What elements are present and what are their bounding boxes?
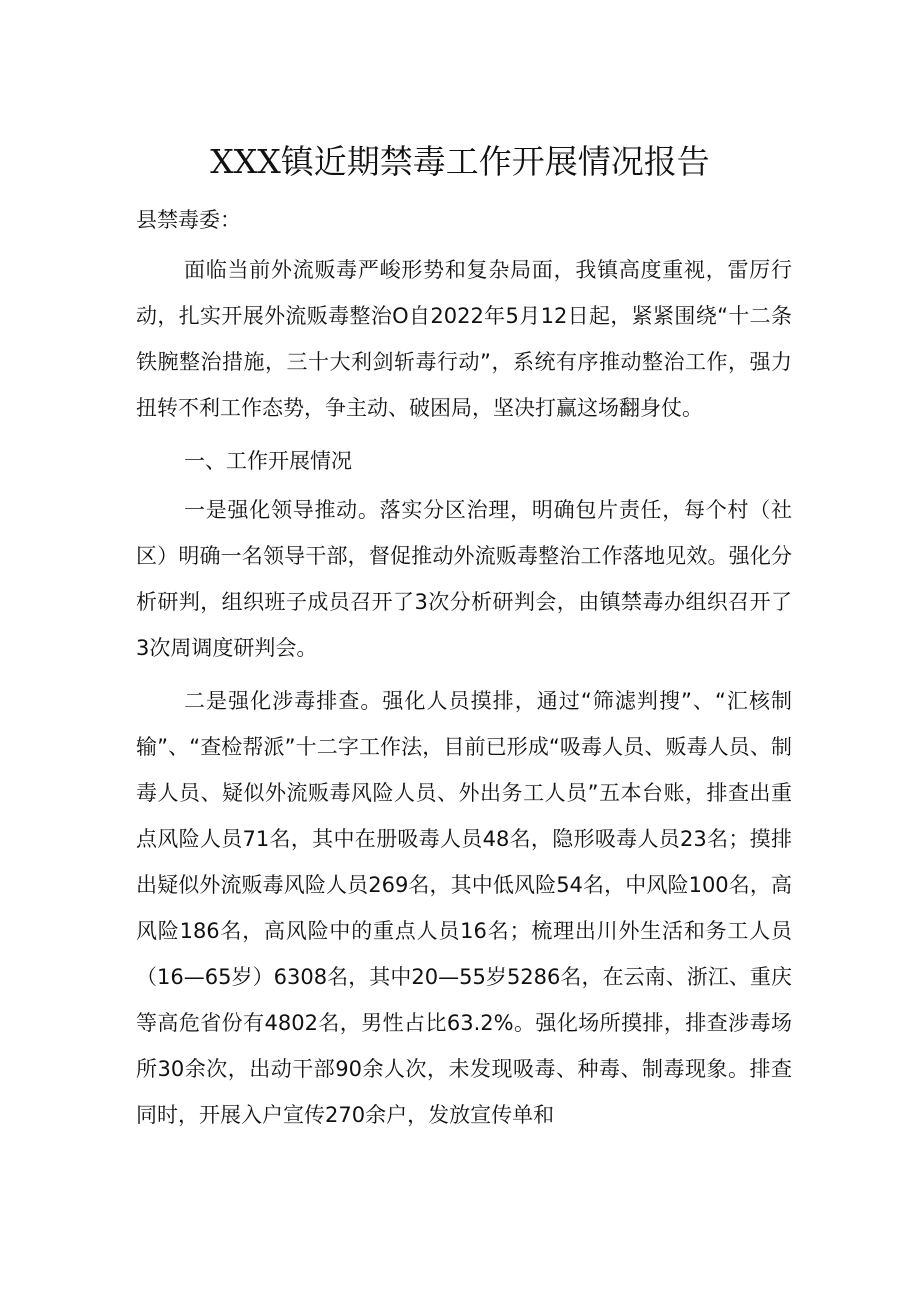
section-heading-work-situation: 一、工作开展情况: [184, 449, 352, 473]
paragraph-intro: 面临当前外流贩毒严峻形势和复杂局面，我镇高度重视，雷厉行动，扎实开展外流贩毒整治O自2022年5月12日起，紧紧围绕“十二条铁腕整治措施，三十大利剑斩毒行动”，系统有序推动整治工作，强力扭转不利工作态势，争主动、破困局，坚决打赢这场翻身仗。: [136, 258, 792, 420]
paragraph-drug-screening: 二是强化涉毒排查。强化人员摸排，通过“筛滤判搜”、“汇核制输”、“查检帮派”十二字工作法，目前已形成“吸毒人员、贩毒人员、制毒人员、疑似外流贩毒风险人员、外出务工人员”五本台账，排查出重点风险人员71名，其中在册吸毒人员48名，隐形吸毒人员23名；摸排出疑似外流贩毒风险人员269名，其中低风险54名，中风险100名，高风险186名，高风险中的重点人员16名；梳理出川外生活和务工人员（16—65岁）6308名，其中20—55岁5286名，在云南、浙江、重庆等高危省份有4802名，男性占比63.2%。强化场所摸排，排查涉毒场所30余次，出动干部90余人次，未发现吸毒、种毒、制毒现象。排查同时，开展入户宣传270余户，发放宣传单和: [136, 689, 792, 1127]
paragraph-leadership: 一是强化领导推动。落实分区治理，明确包片责任，每个村（社区）明确一名领导干部，督促推动外流贩毒整治工作落地见效。强化分析研判，组织班子成员召开了3次分析研判会，由镇禁毒办组织召开了3次周调度研判会。: [136, 498, 792, 660]
document-title: XXX镇近期禁毒工作开展情况报告: [210, 142, 710, 181]
salutation: 县禁毒委：: [136, 208, 241, 232]
